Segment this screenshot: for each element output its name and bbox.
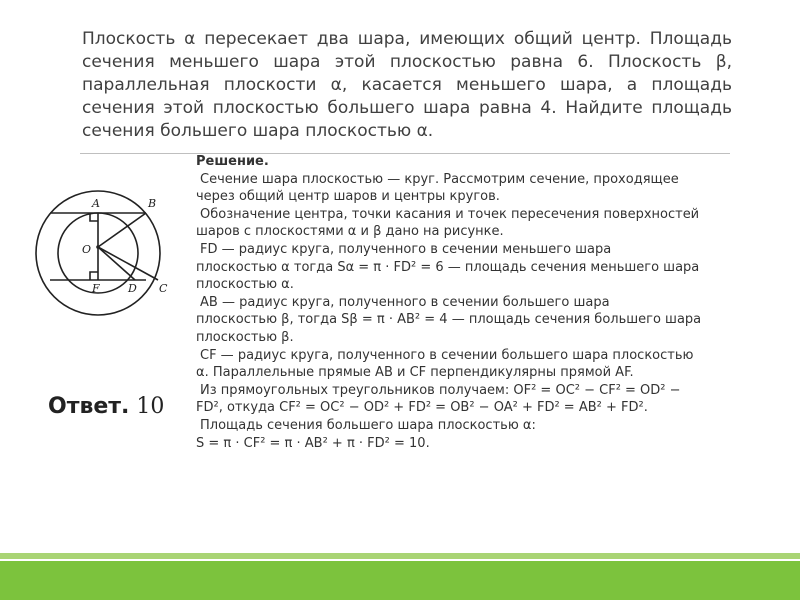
solution-line: плоскостью β. <box>196 329 294 345</box>
problem-statement <box>82 28 732 143</box>
solution-line: FD — радиус круга, полученного в сечении меньшего шара <box>200 241 612 257</box>
label-A: A <box>92 197 100 210</box>
solution-line: шаров с плоскостями α и β дано на рисунке. <box>196 224 504 240</box>
segment-OC <box>98 247 158 280</box>
label-B: B <box>148 197 157 210</box>
problem-text: Плоскость α пересекает два шара, имеющих общий центр. Площадь сечения меньшего шара этой плоскостью равна 6. Плоскость β, параллельная плоскости α, касается меньшего шара, а площадь сечения этой плоскостью большего шара равна 4. Найдите площадь сечения большего шара плоскостью α. <box>82 29 732 141</box>
footer-bar <box>0 561 800 600</box>
solution-line: Сечение шара плоскостью — круг. Рассмотрим сечение, проходящее <box>200 171 679 187</box>
right-angle-bottom <box>90 272 98 280</box>
solution-line: Площадь сечения большего шара плоскостью α: <box>200 417 536 433</box>
solution-line: Обозначение центра, точки касания и точек пересечения поверхностей <box>200 206 700 222</box>
solution-line: FD², откуда CF² = OC² − OD² + FD² = OB² − OA² + FD² = AB² + FD². <box>196 400 648 416</box>
geometry-figure <box>28 185 188 335</box>
solution-line: CF — радиус круга, полученного в сечении большего шара плоскостью <box>200 347 694 363</box>
label-F: F <box>92 282 100 295</box>
solution-line: α. Параллельные прямые AB и CF перпендикулярны прямой AF. <box>196 365 634 381</box>
footer-accent-stripe <box>0 553 800 559</box>
solution-line: Из прямоугольных треугольников получаем: OF² = OC² − CF² = OD² − <box>200 382 681 398</box>
solution-line: S = π · CF² = π · AB² + π · FD² = 10. <box>196 435 430 451</box>
solution-heading: Решение. <box>196 154 269 169</box>
answer-value: 10 <box>136 394 165 419</box>
solution-line: плоскостью α тогда Sα = π · FD² = 6 — площадь сечения меньшего шара <box>196 259 700 275</box>
answer <box>48 394 164 419</box>
label-D: D <box>128 282 137 295</box>
solution-line: плоскостью α. <box>196 277 294 293</box>
solution-line: через общий центр шаров и центры кругов. <box>196 189 500 205</box>
segment-OB <box>98 213 146 247</box>
solution-line: AB — радиус круга, полученного в сечении большего шара <box>200 294 610 310</box>
center-point <box>96 245 100 249</box>
solution <box>196 153 786 452</box>
figure-svg <box>28 185 188 335</box>
solution-line: плоскостью β, тогда Sβ = π · AB² = 4 — площадь сечения большего шара <box>196 312 702 328</box>
answer-label: Ответ. <box>48 394 130 419</box>
label-C: C <box>159 282 168 295</box>
label-O: O <box>82 243 92 256</box>
